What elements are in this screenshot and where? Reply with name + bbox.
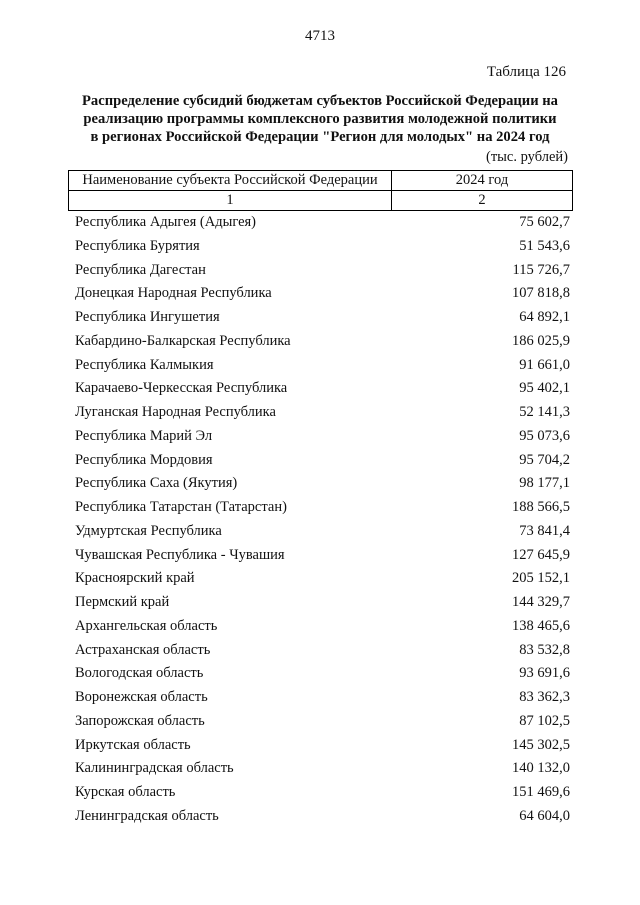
region-name: Республика Дагестан xyxy=(75,261,206,278)
region-name: Карачаево-Черкесская Республика xyxy=(75,380,288,397)
region-name: Донецкая Народная Республика xyxy=(75,285,272,302)
table-header xyxy=(68,170,573,211)
subsidy-value: 151 469,6 xyxy=(512,784,570,800)
region-name: Республика Калмыкия xyxy=(75,356,214,373)
title-line: в регионах Российской Федерации "Регион для молодых" на 2024 год xyxy=(90,129,550,145)
table-body xyxy=(75,211,570,829)
table-row xyxy=(75,567,570,591)
table-row xyxy=(75,662,570,686)
table-row xyxy=(75,805,570,829)
table-row xyxy=(75,377,570,401)
table-row xyxy=(75,235,570,259)
region-name: Республика Бурятия xyxy=(75,237,200,254)
table-row xyxy=(75,306,570,330)
header-year: 2024 год xyxy=(392,171,573,191)
subsidy-value: 186 025,9 xyxy=(512,332,570,349)
table-row xyxy=(75,686,570,710)
table-row xyxy=(75,354,570,378)
region-name: Пермский край xyxy=(75,594,170,610)
region-name: Воронежская область xyxy=(75,689,208,705)
subsidy-value: 52 141,3 xyxy=(519,404,570,420)
table-label: Таблица 126 xyxy=(486,64,566,80)
units-label: (тыс. рублей) xyxy=(486,149,568,165)
region-name: Республика Саха (Якутия) xyxy=(75,475,238,492)
table-row xyxy=(75,449,570,473)
subsidy-value: 83 532,8 xyxy=(519,641,570,658)
header-col-number-2: 2 xyxy=(392,191,573,211)
subsidy-value: 75 602,7 xyxy=(519,214,570,230)
region-name: Республика Ингушетия xyxy=(75,309,220,325)
region-name: Ленинградская область xyxy=(75,807,219,824)
region-name: Чувашская Республика - Чувашия xyxy=(75,546,285,563)
region-name: Курская область xyxy=(75,784,176,800)
table-row xyxy=(75,757,570,781)
table-row xyxy=(75,330,570,354)
table-row xyxy=(75,520,570,544)
region-name: Запорожская область xyxy=(75,712,205,729)
subsidy-value: 140 132,0 xyxy=(512,760,570,777)
region-name: Республика Марий Эл xyxy=(75,427,213,444)
table-row xyxy=(75,639,570,663)
table-row xyxy=(75,282,570,306)
region-name: Астраханская область xyxy=(75,641,211,658)
subsidy-value: 64 604,0 xyxy=(519,807,570,824)
table-row xyxy=(75,591,570,615)
table-row xyxy=(75,425,570,449)
subsidy-value: 87 102,5 xyxy=(519,712,570,729)
table-row xyxy=(75,259,570,283)
region-name: Луганская Народная Республика xyxy=(75,404,276,420)
header-region-name: Наименование субъекта Российской Федерации xyxy=(69,171,392,191)
table-row xyxy=(75,615,570,639)
table-row xyxy=(75,401,570,425)
table-row xyxy=(75,211,570,235)
region-name: Калининградская область xyxy=(75,760,234,777)
page-number: 4713 xyxy=(305,28,335,44)
subsidy-value: 95 402,1 xyxy=(519,380,570,397)
table-row xyxy=(75,781,570,805)
subsidy-value: 115 726,7 xyxy=(512,261,570,278)
region-name: Республика Татарстан (Татарстан) xyxy=(75,499,287,515)
subsidy-value: 91 661,0 xyxy=(519,356,570,373)
region-name: Республика Мордовия xyxy=(75,451,213,468)
subsidy-value: 83 362,3 xyxy=(519,689,570,705)
region-name: Республика Адыгея (Адыгея) xyxy=(75,214,257,230)
subsidy-value: 144 329,7 xyxy=(512,594,570,610)
subsidy-value: 145 302,5 xyxy=(512,736,570,753)
title-line: Распределение субсидий бюджетам субъектов Российской Федерации на xyxy=(82,93,558,109)
region-name: Красноярский край xyxy=(75,570,195,587)
subsidy-value: 73 841,4 xyxy=(519,522,570,539)
region-name: Вологодская область xyxy=(75,665,204,682)
subsidy-value: 188 566,5 xyxy=(512,499,570,515)
table-row xyxy=(75,544,570,568)
title-line: реализацию программы комплексного развития молодежной политики xyxy=(83,111,557,127)
subsidy-value: 98 177,1 xyxy=(519,475,570,492)
table-row xyxy=(75,710,570,734)
subsidy-value: 64 892,1 xyxy=(519,309,570,325)
subsidy-value: 127 645,9 xyxy=(512,546,570,563)
table-row xyxy=(75,734,570,758)
subsidy-value: 51 543,6 xyxy=(519,237,570,254)
region-name: Архангельская область xyxy=(75,617,218,634)
subsidy-value: 138 465,6 xyxy=(512,617,570,634)
subsidy-value: 95 704,2 xyxy=(519,451,570,468)
table-title xyxy=(60,92,580,146)
subsidy-value: 93 691,6 xyxy=(519,665,570,682)
table-row xyxy=(75,496,570,520)
table-row xyxy=(75,472,570,496)
subsidy-value: 95 073,6 xyxy=(519,427,570,444)
region-name: Удмуртская Республика xyxy=(75,522,222,539)
region-name: Иркутская область xyxy=(75,736,191,753)
subsidy-value: 107 818,8 xyxy=(512,285,570,302)
subsidy-value: 205 152,1 xyxy=(512,570,570,587)
region-name: Кабардино-Балкарская Республика xyxy=(75,332,291,349)
header-col-number-1: 1 xyxy=(69,191,392,211)
